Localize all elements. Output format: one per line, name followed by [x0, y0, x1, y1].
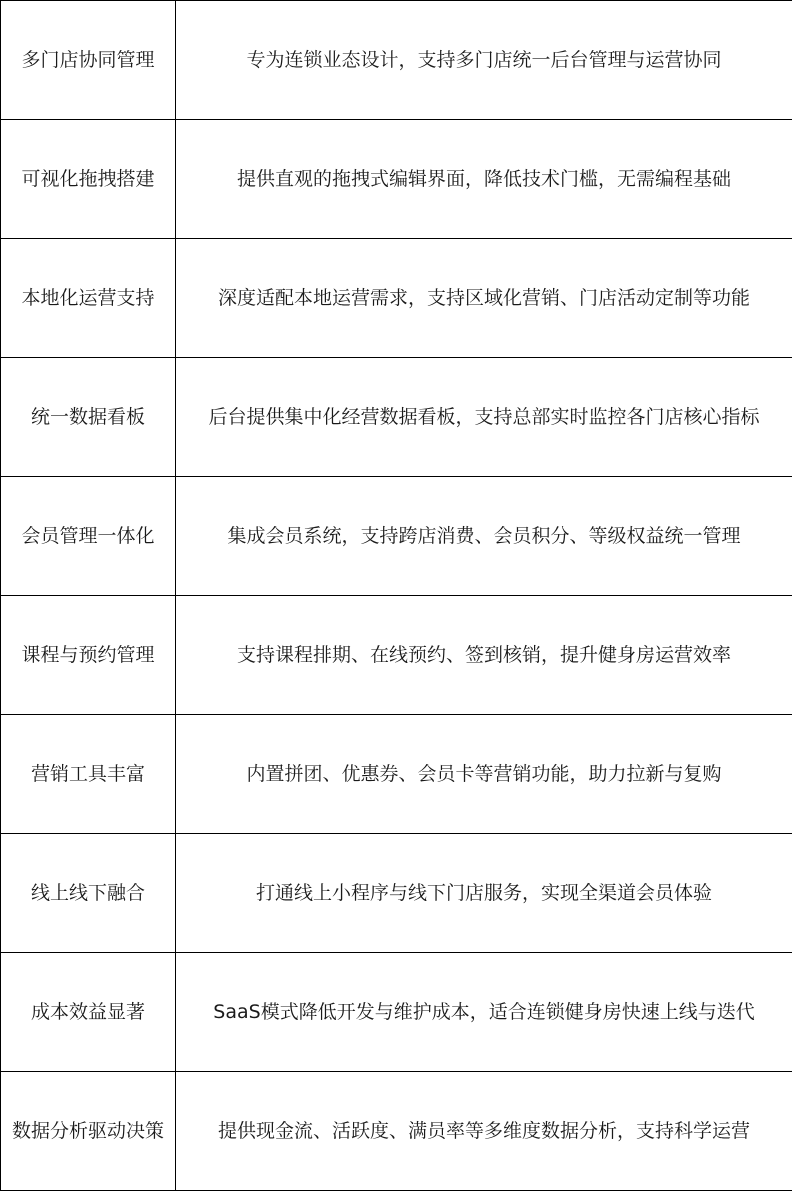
- feature-name-cell: 多门店协同管理: [1, 1, 176, 120]
- feature-name-cell: 本地化运营支持: [1, 239, 176, 358]
- feature-description-cell: SaaS模式降低开发与维护成本，适合连锁健身房快速上线与迭代: [176, 953, 792, 1072]
- feature-name-cell: 会员管理一体化: [1, 477, 176, 596]
- feature-description-cell: 提供直观的拖拽式编辑界面，降低技术门槛，无需编程基础: [176, 120, 792, 239]
- feature-name-cell: 数据分析驱动决策: [1, 1072, 176, 1191]
- table-row: [1, 358, 792, 477]
- feature-name-cell: 课程与预约管理: [1, 596, 176, 715]
- feature-description-cell: 专为连锁业态设计，支持多门店统一后台管理与运营协同: [176, 1, 792, 120]
- table-row: [1, 1, 792, 120]
- feature-description-cell: 支持课程排期、在线预约、签到核销，提升健身房运营效率: [176, 596, 792, 715]
- table-row: [1, 239, 792, 358]
- feature-description-cell: 集成会员系统，支持跨店消费、会员积分、等级权益统一管理: [176, 477, 792, 596]
- table-row: [1, 715, 792, 834]
- feature-name-cell: 成本效益显著: [1, 953, 176, 1072]
- table-row: [1, 953, 792, 1072]
- feature-description-cell: 提供现金流、活跃度、满员率等多维度数据分析，支持科学运营: [176, 1072, 792, 1191]
- feature-name-cell: 线上线下融合: [1, 834, 176, 953]
- table-row: [1, 834, 792, 953]
- feature-name-cell: 可视化拖拽搭建: [1, 120, 176, 239]
- feature-description-cell: 内置拼团、优惠券、会员卡等营销功能，助力拉新与复购: [176, 715, 792, 834]
- feature-description-cell: 深度适配本地运营需求，支持区域化营销、门店活动定制等功能: [176, 239, 792, 358]
- table-row: [1, 1072, 792, 1191]
- table-row: [1, 596, 792, 715]
- feature-name-cell: 营销工具丰富: [1, 715, 176, 834]
- table-row: [1, 120, 792, 239]
- feature-description-cell: 后台提供集中化经营数据看板，支持总部实时监控各门店核心指标: [176, 358, 792, 477]
- table-row: [1, 477, 792, 596]
- feature-description-cell: 打通线上小程序与线下门店服务，实现全渠道会员体验: [176, 834, 792, 953]
- feature-name-cell: 统一数据看板: [1, 358, 176, 477]
